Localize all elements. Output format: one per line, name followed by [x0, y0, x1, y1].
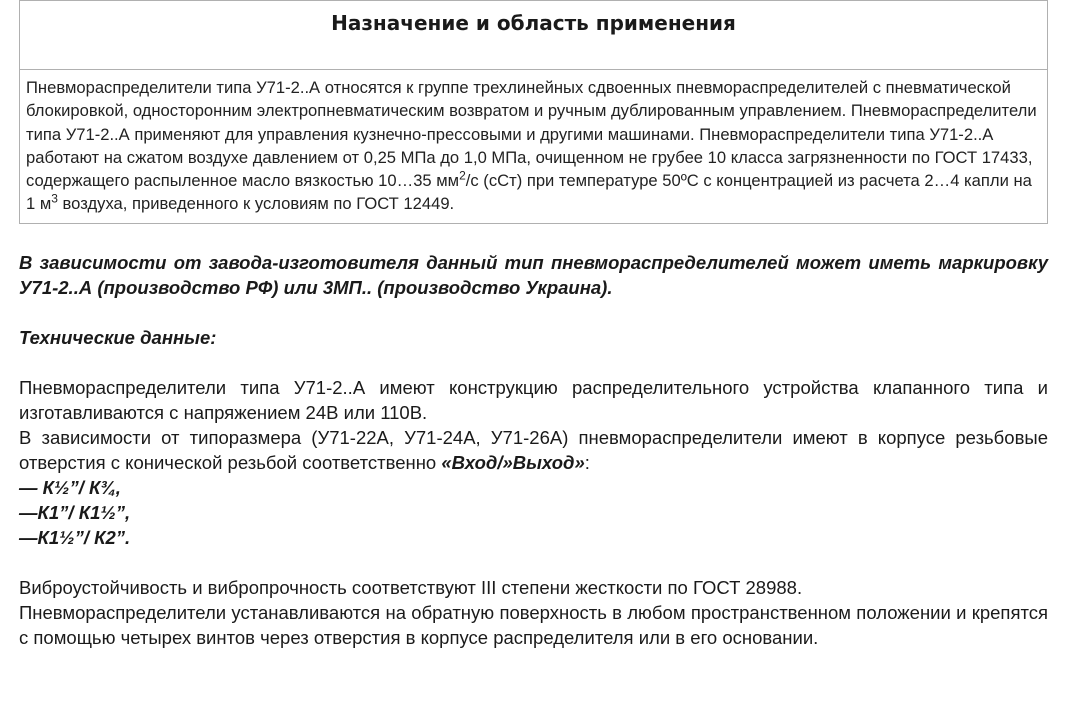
section-title: Назначение и область применения	[331, 11, 736, 35]
thread-item: —К1½”/ К2”.	[19, 526, 131, 548]
description-text-3: воздуха, приведенного к условиям по ГОСТ 12449.	[57, 194, 455, 214]
spacer	[19, 550, 1048, 575]
spacer	[19, 300, 1048, 325]
thread-item: —К1”/ К1½”,	[19, 501, 131, 523]
description-text-2: /с (сСт) при температуре 50ºС с концентрацией из расчета 2…4 капли на 1 м	[26, 171, 1032, 214]
superscript-3: 3	[51, 191, 58, 206]
tech-paragraph-2-lead: В зависимости от типоразмера (У71-22А, У71-24А, У71-26А) пневмораспределители имеют в корпусе резьбовые отверстия с конической резьбой соответственно	[19, 426, 1048, 473]
spacer	[19, 350, 1048, 375]
tech-paragraph-2-tail: :	[584, 451, 590, 473]
tech-paragraph-1: Пневмораспределители типа У71-2..А имеют конструкцию распределительного устройства клапанного типа и изготавливаются с напряжением 24В или 110В.	[19, 376, 1048, 423]
info-table	[19, 0, 1048, 224]
section-title-cell	[20, 1, 1048, 70]
tech-heading: Технические данные:	[19, 326, 217, 348]
io-label: «Вход/»Выход»	[441, 451, 585, 473]
description-text-1: Пневмораспределители типа У71-2..А относятся к группе трехлинейных сдвоенных пневмораспределителей с пневматической блокировкой, односторонним электропневматическим возвратом и ручным дублированным управлением. Пневмораспределители типа У71-2..А применяют для управления кузнечно-прессовыми и другими машинами. Пневмораспределители типа У71-2..А работают на сжатом воздухе давлением от 0,25 МПа до 1,0 МПа, очищенном не грубее 10 класса загрязненности по ГОСТ 17433, содержащего распыленное масло вязкостью 10…35 мм	[26, 78, 1037, 191]
section-description	[20, 70, 1048, 224]
tech-paragraph-3: Виброустойчивость и вибропрочность соответствуют III степени жесткости по ГОСТ 28988.	[19, 576, 803, 598]
tech-paragraph-4: Пневмораспределители устанавливаются на обратную поверхность в любом пространственном положении и крепятся с помощью четырех винтов через отверстия в корпусе распределителя или в его основании.	[19, 601, 1048, 648]
marking-note: В зависимости от завода-изготовителя данный тип пневмораспределителей может иметь маркировку У71-2..А (производство РФ) или 3МП.. (производство Украина).	[19, 251, 1048, 298]
thread-item: — К½”/ К¾,	[19, 476, 121, 498]
tech-paragraph-2	[19, 425, 1048, 475]
content-area	[19, 0, 1048, 650]
superscript-2: 2	[459, 168, 466, 183]
main-text	[19, 250, 1048, 650]
